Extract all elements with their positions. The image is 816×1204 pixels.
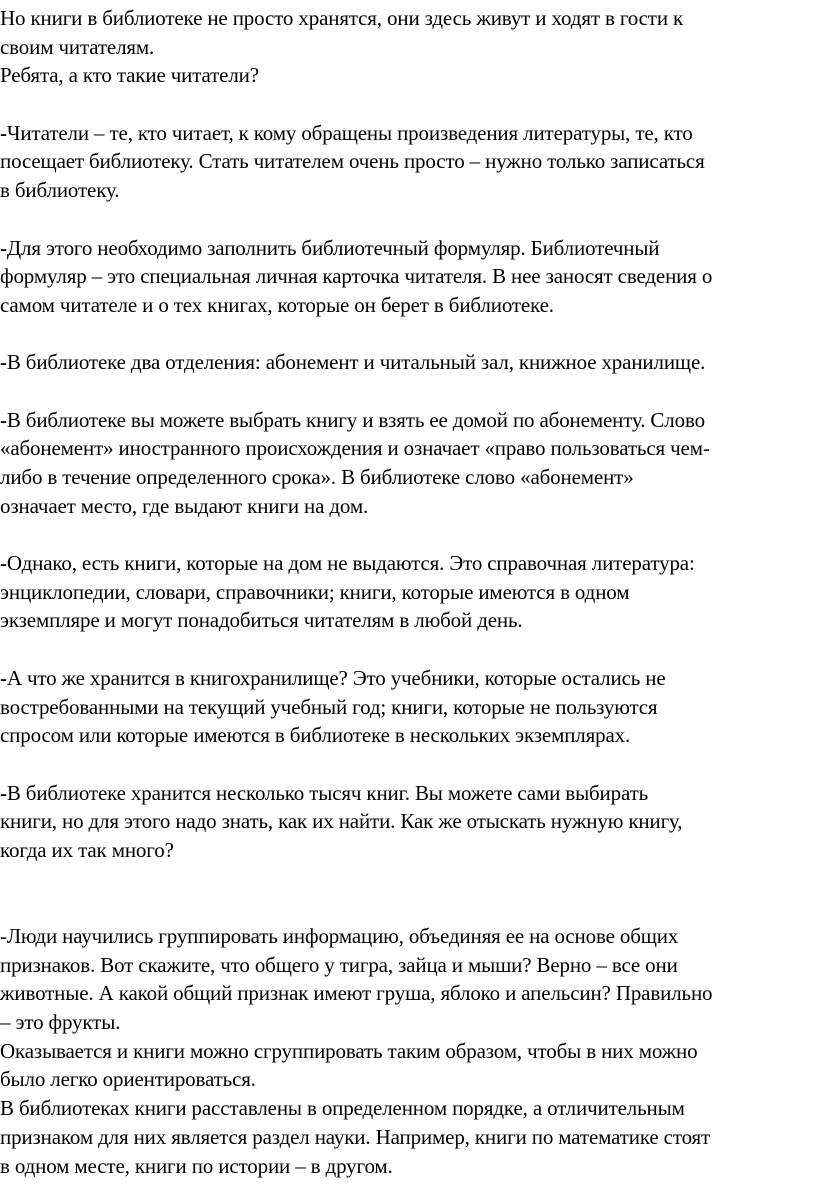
paragraph-dash: - [0,551,7,576]
text-line: когда их так много? [0,837,174,862]
paragraph-spacer [0,750,816,779]
paragraph-spacer [0,320,816,349]
text-line: востребованными на текущий учебный год; книги, которые не пользуются [0,694,658,719]
text-line: книги, но для этого надо знать, как их найти. Как же отыскать нужную книгу, [0,809,683,834]
paragraph-dash: - [0,407,7,432]
text-line: -Люди научились группировать информацию, объединяя ее на основе общих [0,924,679,949]
paragraph-dash: - [0,780,7,805]
text-line: Ребята, а кто такие читатели? [0,63,259,88]
paragraph-spacer [0,520,816,549]
paragraph-departments [0,348,816,377]
paragraph-library-card [0,234,816,320]
paragraph-dash: - [0,120,7,145]
text-line: своим читателям. [0,34,155,59]
document-page [0,4,816,1180]
paragraph-spacer [0,635,816,664]
text-line: В библиотеке вы можете выбрать книгу и взять ее домой по абонементу. Слово [6,407,705,432]
text-line: либо в течение определенного срока». В библиотеке слово «абонемент» [0,465,634,489]
text-line: в одном месте, книги по истории – в другом. [0,1153,393,1178]
text-line: энциклопедии, словари, справочники; книги, которые имеются в одном [0,579,630,604]
text-line: – это фрукты. [0,1010,121,1035]
text-line: Оказывается и книги можно сгруппировать таким образом, чтобы в них можно [0,1038,698,1063]
text-line: Но книги в библиотеке не просто хранятся, они здесь живут и ходят в гости к [0,6,684,30]
paragraph-spacer [0,377,816,406]
text-line: посещает библиотеку. Стать читателем очень просто – нужно только записаться [0,149,705,174]
paragraph-readers [0,119,816,205]
text-line: животные. А какой общий признак имеют груша, яблоко и апельсин? Правильно [0,981,713,1006]
text-line: самом читателе и о тех книгах, которые он берет в библиотеке. [0,292,554,317]
text-line: «абонемент» иностранного происхождения и означает «право пользоваться чем- [0,436,710,461]
text-line: В библиотеке два отделения: абонемент и читальный зал, книжное хранилище. [6,350,706,375]
paragraph-subscription [0,406,816,521]
text-line: было легко ориентироваться. [0,1067,256,1092]
paragraph-book-storage [0,664,816,750]
intro-block [0,4,816,90]
text-line: признаков. Вот скажите, что общего у тигра, зайца и мыши? Верно – все они [0,952,678,977]
text-line: признаком для них является раздел науки. Например, книги по математике стоят [0,1124,711,1149]
text-line: Однако, есть книги, которые на дом не выдаются. Это справочная литература: [6,551,695,576]
paragraph-spacer [0,205,816,234]
text-line: спросом или которые имеются в библиотеке в нескольких экземплярах. [0,723,631,748]
paragraph-spacer [0,865,816,922]
text-line: означает место, где выдают книги на дом. [0,493,369,518]
text-line: формуляр – это специальная личная карточка читателя. В нее заносят сведения о [0,264,713,289]
text-line: В библиотеке хранится несколько тысяч книг. Вы можете сами выбирать [6,780,649,805]
text-line: А что же хранится в книгохранилище? Это учебники, которые остались не [6,665,666,690]
paragraph-dash: - [0,235,7,260]
paragraph-spacer [0,90,816,119]
text-line: в библиотеку. [0,178,120,203]
paragraph-reference-books [0,549,816,635]
text-line: В библиотеках книги расставлены в определенном порядке, а отличительным [0,1096,685,1121]
text-line: Для этого необходимо заполнить библиотечный формуляр. Библиотечный [6,235,660,260]
text-line: Читатели – те, кто читает, к кому обращены произведения литературы, те, кто [6,120,693,145]
paragraph-dash: - [0,665,7,690]
paragraph-finding-books [0,779,816,865]
text-line: экземпляре и могут понадобиться читателям в любой день. [0,608,523,633]
paragraph-dash: - [0,350,7,375]
closing-block [0,922,816,1180]
